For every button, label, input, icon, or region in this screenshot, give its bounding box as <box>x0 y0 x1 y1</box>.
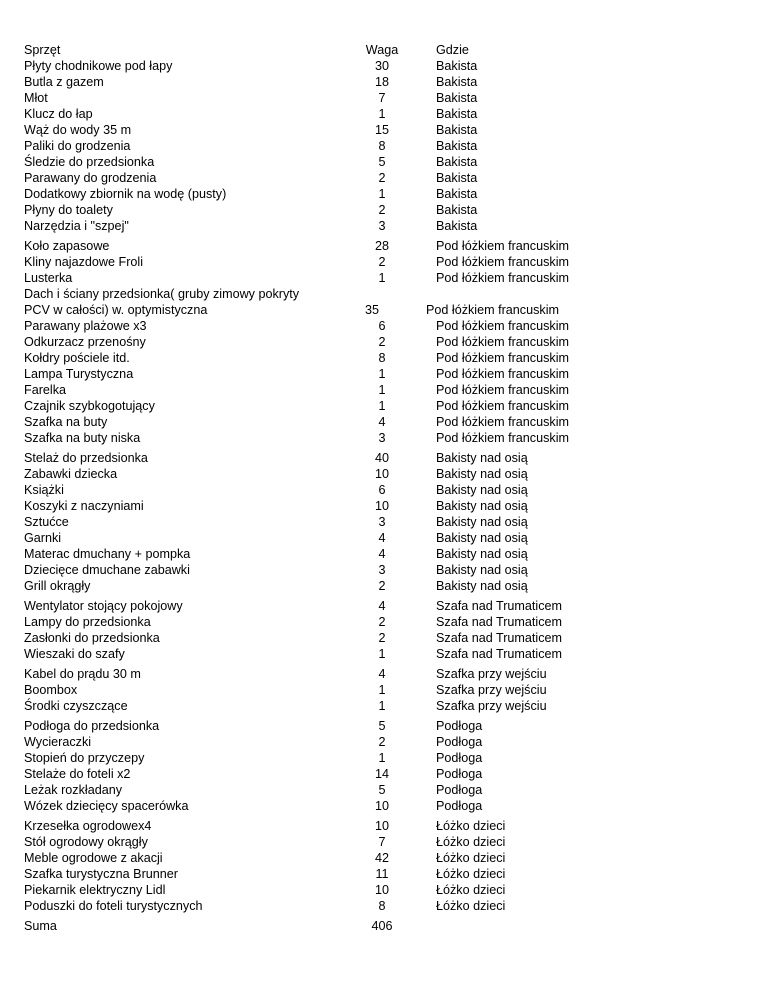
item-location: Podłoga <box>436 735 483 749</box>
item-weight: 4 <box>378 531 386 545</box>
item-location: Szafa nad Trumaticem <box>436 599 562 613</box>
item-weight: 2 <box>378 203 386 217</box>
item-weight: 14 <box>374 767 389 781</box>
table-row <box>24 414 744 430</box>
table-row <box>24 598 744 614</box>
item-location: Pod łóżkiem francuskim <box>436 383 569 397</box>
table-row <box>24 138 744 154</box>
item-weight: 5 <box>378 719 386 733</box>
item-location: Bakista <box>436 139 478 153</box>
item-weight: 2 <box>378 255 386 269</box>
item-weight: 40 <box>374 451 389 465</box>
table-row <box>24 646 744 662</box>
item-location: Szafka przy wejściu <box>436 683 547 697</box>
item-weight: 2 <box>378 171 386 185</box>
item-weight: 10 <box>374 819 389 833</box>
item-name: Odkurzacz przenośny <box>24 335 146 349</box>
item-weight: 28 <box>374 239 389 253</box>
table-row <box>24 238 744 254</box>
item-location: Bakisty nad osią <box>436 483 528 497</box>
item-location: Bakista <box>436 203 478 217</box>
item-location: Bakista <box>436 123 478 137</box>
header-row <box>24 42 744 58</box>
table-row <box>24 450 744 466</box>
item-weight: 2 <box>378 579 386 593</box>
item-location: Pod łóżkiem francuskim <box>436 399 569 413</box>
item-weight: 1 <box>378 399 386 413</box>
table-row <box>24 798 744 814</box>
item-location: Łóżko dzieci <box>436 851 506 865</box>
table-row <box>24 818 744 834</box>
item-location: Bakisty nad osią <box>436 499 528 513</box>
table-row <box>24 58 744 74</box>
item-weight: 1 <box>378 751 386 765</box>
table-row <box>24 398 744 414</box>
total-row <box>24 918 744 934</box>
item-name: Materac dmuchany + pompka <box>24 547 191 561</box>
item-location: Łóżko dzieci <box>436 835 506 849</box>
item-name: Stopień do przyczepy <box>24 751 145 765</box>
item-name: Parawany plażowe x3 <box>24 319 147 333</box>
table-row <box>24 482 744 498</box>
item-weight: 3 <box>378 515 386 529</box>
header-weight: Waga <box>365 43 399 57</box>
table-row <box>24 270 744 286</box>
item-name: Kliny najazdowe Froli <box>24 255 143 269</box>
item-name: Lampy do przedsionka <box>24 615 151 629</box>
item-name: Paliki do grodzenia <box>24 139 131 153</box>
item-weight: 1 <box>378 699 386 713</box>
item-name: Parawany do grodzenia <box>24 171 157 185</box>
item-location: Pod łóżkiem francuskim <box>436 335 569 349</box>
item-location: Podłoga <box>436 799 483 813</box>
table-row <box>24 882 744 898</box>
item-name: Kołdry pościele itd. <box>24 351 130 365</box>
item-name: Stelaże do foteli x2 <box>24 767 131 781</box>
item-location: Podłoga <box>436 719 483 733</box>
table-row <box>24 766 744 782</box>
item-name: Boombox <box>24 683 78 697</box>
item-weight: 1 <box>378 383 386 397</box>
table-row <box>24 498 744 514</box>
table-row <box>24 286 744 318</box>
item-location: Szafa nad Trumaticem <box>436 647 562 661</box>
table-row <box>24 254 744 270</box>
item-weight: 1 <box>378 107 386 121</box>
table-row <box>24 834 744 850</box>
item-weight: 2 <box>378 735 386 749</box>
item-location: Pod łóżkiem francuskim <box>436 415 569 429</box>
item-name: Szafka na buty <box>24 415 108 429</box>
table-row <box>24 202 744 218</box>
item-location: Szafka przy wejściu <box>436 667 547 681</box>
item-location: Bakista <box>436 155 478 169</box>
item-weight: 10 <box>374 883 389 897</box>
item-name: Wąż do wody 35 m <box>24 123 132 137</box>
item-name: Płyty chodnikowe pod łapy <box>24 59 173 73</box>
item-name: Dziecięce dmuchane zabawki <box>24 563 190 577</box>
table-row <box>24 106 744 122</box>
table-row <box>24 430 744 446</box>
item-name: Koło zapasowe <box>24 239 110 253</box>
table-row <box>24 350 744 366</box>
table-row <box>24 546 744 562</box>
table-row <box>24 866 744 882</box>
item-location: Bakista <box>436 171 478 185</box>
item-weight: 15 <box>374 123 389 137</box>
item-location: Łóżko dzieci <box>436 883 506 897</box>
item-weight: 4 <box>378 415 386 429</box>
item-location: Szafa nad Trumaticem <box>436 631 562 645</box>
item-location: Bakisty nad osią <box>436 531 528 545</box>
header-item: Sprzęt <box>24 43 61 57</box>
item-location: Pod łóżkiem francuskim <box>436 239 569 253</box>
item-location: Pod łóżkiem francuskim <box>436 255 569 269</box>
item-weight: 3 <box>378 563 386 577</box>
item-location: Pod łóżkiem francuskim <box>436 271 569 285</box>
item-name: Lusterka <box>24 271 73 285</box>
item-name: Grill okrągły <box>24 579 91 593</box>
table-row <box>24 382 744 398</box>
item-weight: 10 <box>374 799 389 813</box>
item-weight: 18 <box>374 75 389 89</box>
item-name: Zasłonki do przedsionka <box>24 631 160 645</box>
item-weight: 10 <box>374 499 389 513</box>
item-location: Bakista <box>436 219 478 233</box>
table-row <box>24 562 744 578</box>
item-weight: 5 <box>378 783 386 797</box>
item-weight: 6 <box>378 319 386 333</box>
item-name: Krzesełka ogrodowex4 <box>24 819 152 833</box>
item-name: Młot <box>24 91 48 105</box>
table-row <box>24 218 744 234</box>
item-weight: 5 <box>378 155 386 169</box>
item-weight: 6 <box>378 483 386 497</box>
equipment-table <box>24 42 744 934</box>
item-weight: 2 <box>378 615 386 629</box>
item-weight: 4 <box>378 599 386 613</box>
item-name: Dach i ściany przedsionka( gruby zimowy pokryty PCV w całości) w. optymistyczna <box>24 287 300 317</box>
table-row <box>24 578 744 594</box>
table-row <box>24 466 744 482</box>
item-name: Szafka turystyczna Brunner <box>24 867 178 881</box>
item-weight: 8 <box>378 351 386 365</box>
table-row <box>24 734 744 750</box>
table-row <box>24 318 744 334</box>
table-row <box>24 666 744 682</box>
item-name: Butla z gazem <box>24 75 104 89</box>
table-row <box>24 898 744 914</box>
item-name: Farelka <box>24 383 66 397</box>
item-name: Dodatkowy zbiornik na wodę (pusty) <box>24 187 227 201</box>
item-weight: 11 <box>375 867 389 881</box>
item-name: Sztućce <box>24 515 69 529</box>
item-name: Poduszki do foteli turystycznych <box>24 899 203 913</box>
item-weight: 3 <box>378 219 386 233</box>
item-weight: 30 <box>374 59 389 73</box>
item-location: Łóżko dzieci <box>436 867 506 881</box>
table-row <box>24 74 744 90</box>
table-row <box>24 850 744 866</box>
item-location: Pod łóżkiem francuskim <box>436 431 569 445</box>
item-location: Pod łóżkiem francuskim <box>426 303 559 317</box>
item-name: Czajnik szybkogotujący <box>24 399 155 413</box>
item-name: Wózek dziecięcy spacerówka <box>24 799 189 813</box>
item-location: Pod łóżkiem francuskim <box>436 319 569 333</box>
total-value: 406 <box>371 919 393 933</box>
item-name: Narzędzia i "szpej" <box>24 219 129 233</box>
item-name: Środki czyszczące <box>24 699 128 713</box>
item-name: Zabawki dziecka <box>24 467 118 481</box>
item-weight: 2 <box>378 335 386 349</box>
table-row <box>24 334 744 350</box>
table-row <box>24 682 744 698</box>
table-row <box>24 154 744 170</box>
item-weight: 4 <box>378 547 386 561</box>
item-weight: 42 <box>374 851 389 865</box>
item-location: Bakisty nad osią <box>436 547 528 561</box>
item-weight: 35 <box>364 303 379 317</box>
item-name: Płyny do toalety <box>24 203 113 217</box>
item-location: Szafka przy wejściu <box>436 699 547 713</box>
header-location: Gdzie <box>436 43 469 57</box>
item-name: Stół ogrodowy okrągły <box>24 835 148 849</box>
item-location: Pod łóżkiem francuskim <box>436 367 569 381</box>
table-row <box>24 170 744 186</box>
table-row <box>24 750 744 766</box>
item-name: Wentylator stojący pokojowy <box>24 599 183 613</box>
table-row <box>24 530 744 546</box>
item-weight: 7 <box>378 835 386 849</box>
item-location: Bakisty nad osią <box>436 467 528 481</box>
item-location: Bakista <box>436 187 478 201</box>
item-weight: 1 <box>378 271 386 285</box>
item-name: Koszyki z naczyniami <box>24 499 144 513</box>
table-row <box>24 698 744 714</box>
item-location: Bakista <box>436 75 478 89</box>
item-name: Garnki <box>24 531 62 545</box>
item-location: Podłoga <box>436 751 483 765</box>
item-location: Łóżko dzieci <box>436 899 506 913</box>
item-name: Wieszaki do szafy <box>24 647 125 661</box>
table-body <box>24 58 744 914</box>
item-name: Wycieraczki <box>24 735 92 749</box>
table-row <box>24 366 744 382</box>
item-location: Pod łóżkiem francuskim <box>436 351 569 365</box>
item-weight: 1 <box>378 683 386 697</box>
item-weight: 3 <box>378 431 386 445</box>
item-name: Stelaż do przedsionka <box>24 451 148 465</box>
item-location: Szafa nad Trumaticem <box>436 615 562 629</box>
table-row <box>24 186 744 202</box>
table-row <box>24 630 744 646</box>
item-weight: 8 <box>378 899 386 913</box>
item-name: Podłoga do przedsionka <box>24 719 160 733</box>
item-weight: 2 <box>378 631 386 645</box>
item-location: Bakisty nad osią <box>436 451 528 465</box>
table-row <box>24 718 744 734</box>
table-row <box>24 90 744 106</box>
item-name: Śledzie do przedsionka <box>24 155 155 169</box>
item-location: Bakisty nad osią <box>436 563 528 577</box>
item-location: Podłoga <box>436 783 483 797</box>
item-name: Leżak rozkładany <box>24 783 123 797</box>
item-location: Podłoga <box>436 767 483 781</box>
item-name: Piekarnik elektryczny Lidl <box>24 883 166 897</box>
total-location <box>430 918 436 934</box>
table-row <box>24 122 744 138</box>
item-weight: 1 <box>378 187 386 201</box>
item-weight: 1 <box>378 367 386 381</box>
table-row <box>24 782 744 798</box>
item-name: Lampa Turystyczna <box>24 367 134 381</box>
item-location: Bakisty nad osią <box>436 579 528 593</box>
item-name: Kabel do prądu 30 m <box>24 667 141 681</box>
item-location: Bakista <box>436 107 478 121</box>
item-location: Bakisty nad osią <box>436 515 528 529</box>
table-row <box>24 614 744 630</box>
item-location: Bakista <box>436 59 478 73</box>
item-weight: 1 <box>378 647 386 661</box>
item-name: Szafka na buty niska <box>24 431 141 445</box>
item-name: Klucz do łap <box>24 107 93 121</box>
item-weight: 10 <box>374 467 389 481</box>
total-label: Suma <box>24 919 57 933</box>
item-weight: 8 <box>378 139 386 153</box>
table-row <box>24 514 744 530</box>
item-name: Książki <box>24 483 64 497</box>
item-weight: 4 <box>378 667 386 681</box>
item-name: Meble ogrodowe z akacji <box>24 851 163 865</box>
item-weight: 7 <box>378 91 386 105</box>
item-location: Łóżko dzieci <box>436 819 506 833</box>
item-location: Bakista <box>436 91 478 105</box>
